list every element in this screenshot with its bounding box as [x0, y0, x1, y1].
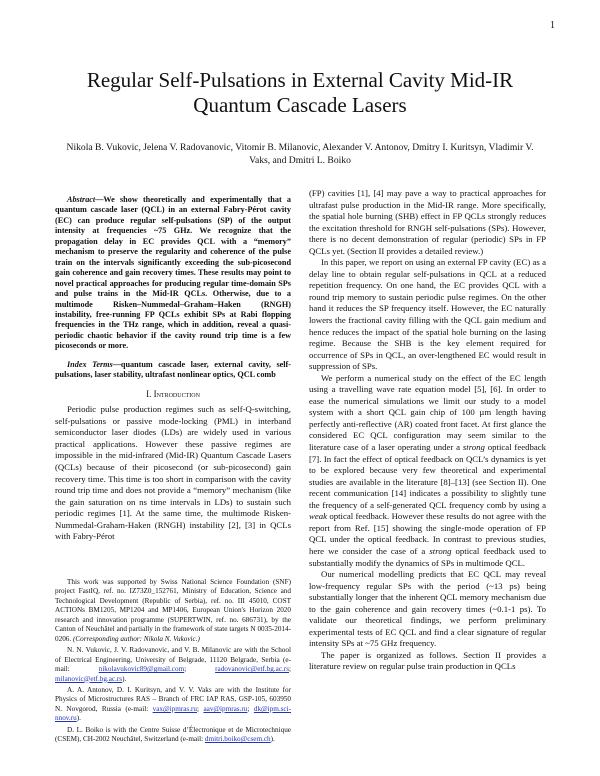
- footnote-belgrade: [55, 646, 291, 684]
- emphasis: weak: [309, 511, 327, 522]
- footnote-funding: [55, 578, 291, 644]
- text-run: optical feedback. However these results do not agree with the report from Ref. [15] showing the single-mode operation of FP QCL under the optical feedback. In contrast to previous studies, here we consider the case of a: [309, 511, 546, 556]
- footnote-novgorod: [55, 686, 291, 724]
- abstract-text: —We show theoretically and experimentally that a quantum cascade laser (QCL) in an external Fabry-Pérot cavity (EC) can produce regular self-pulsations (SP) of the output intensity at frequencies ~75 GHz. We recognize that the propagation delay in EC provides QCL with a “memory” mechanism to preserve the regularity and coherence of the pulse train on the intervals significantly exceeding the sub-picosecond gain coherence and gain recovery times. These results may point to novel practical approaches for producing regular time-domain SPs and pulse trains in the Mid-IR QCLs. Otherwise, due to a multimode Risken–Nummedal–Graham–Haken (RNGH) instability, free-running FP QCLs exhibit SPs at Rabi flopping frequencies in the THz range, which in addition, reveal a quasi-periodic chaotic behavior if the cavity round trip time is a few picoseconds or more.: [55, 195, 291, 351]
- footnote-csem: [55, 726, 291, 745]
- index-terms-label: Index Terms: [67, 359, 113, 369]
- author-list: Nikola B. Vukovic, Jelena V. Radovanovic, Vitomir B. Milanovic, Alexander V. Antonov, Dmitry I. Kuritsyn, Vladimir V. Vaks, and Dmitri L. Boiko: [66, 142, 534, 166]
- email-link[interactable]: dk@ipm.sci-nnov.ru: [55, 704, 292, 723]
- email-link[interactable]: nikolavukovic89@gmail.com: [98, 665, 185, 674]
- footnote-belgrade-text: N. N. Vukovic, J. V. Radovanovic, and V. B. Milanovic are with the School of Electrical Engineering, University of Belgrade, 11120 Belgrade, Serbia (e-mail:: [55, 646, 291, 674]
- closing: ).: [270, 735, 275, 744]
- corresponding-author: (Corresponding author: Nikola N. Vukovic.): [72, 634, 200, 643]
- separator: ;: [184, 665, 187, 674]
- email-link[interactable]: dmitri.boiko@csem.ch: [204, 735, 271, 744]
- right-paragraph-2: In this paper, we report on using an external FP cavity (EC) as a delay line to obtain regular self-pulsations in QCL at a reduced repetition frequency. On one hand, the EC provides QCL with a round trip memory to sustain periodic pulse regimes. On the other hand it reduces the SP frequency itself. However, the EC naturally lowers the fractional cavity filling with the QCL gain medium and hence reduces the impact of the spatial hole burning on the lasing regime. Because the SHB is the key element required for occurrence of SPs in QCL, an over-lengthened EC would result in suppression of SPs.: [309, 257, 546, 372]
- separator: ;: [289, 665, 291, 674]
- right-paragraph-3: [309, 373, 546, 569]
- index-terms-text: —quantum cascade laser, external cavity, self-pulsations, laser stability, ultrafast nonlinear optics, QCL comb: [55, 359, 291, 380]
- separator: ;: [196, 704, 199, 713]
- text-run: We perform a numerical study on the effect of the EC length using a travelling wave rate equation model [5], [6]. In order to ease the numerical simulations we limit our study to a model system with a short QCL gain chip of 100 µm length having perfectly anti-reflective (AR) coated front facet. At first glance the considered EC QCL configuration may seem similar to the literature case of a laser operating under a: [309, 372, 546, 453]
- section-heading-introduction: I. Introduction: [146, 388, 200, 399]
- emphasis: strong: [462, 442, 485, 453]
- email-link[interactable]: vax@ipmras.ru: [152, 704, 197, 713]
- text-run: optical feedback [7]. In fact the effect of optical feedback on QCL’s dynamics is yet to be explored because very few theoretical and experimental studies are available in the literature [8]–[13] (see Section II). One recent communication [14] indicates a possibility to slightly tune the frequency of a self-generated QCL frequency comb by using a: [309, 442, 547, 510]
- abstract-label: Abstract: [67, 195, 96, 204]
- emphasis: strong: [429, 545, 452, 556]
- email-link[interactable]: radovanovic@etf.bg.ac.rs: [215, 665, 289, 674]
- email-link[interactable]: aav@ipmras.ru: [203, 704, 248, 713]
- abstract: [55, 195, 291, 352]
- footnotes: [55, 578, 291, 747]
- footnote-funding-text: This work was supported by Swiss National Science Foundation (SNF) project FastIQ, ref. no. IZ73Z0_152761, Ministry of Education, Science and Technological Development (Republic of Serbia), ref. no. III 45010, COST ACTIONs BM1205, MP1204 and MP1406, European Union's Horizon 2020 research and innovation programme (SUPERTWIN, ref. no. 686731), by the Canton of Neuchâtel and partially in the framework of state targets N 0035-2014-0206.: [55, 578, 291, 643]
- closing: ).: [76, 714, 81, 723]
- right-paragraph-4: Our numerical modelling predicts that EC QCL may reveal low-frequency regular SPs with the period (~13 ps) being substantially longer that the inherent QCL memory mechanism due to the gain coherence and gain recovery times (~0.1-1 ps). To validate our theoretical findings, we perform preliminary experimental tests of EC QCL and find a clear signature of regular intensity SPs at ~75 GHz frequency.: [309, 569, 546, 649]
- index-terms: [55, 360, 291, 381]
- left-column: [55, 195, 291, 543]
- right-paragraph-1: (FP) cavities [1], [4] may pave a way to practical approaches for ultrafast pulse production in the Mid-IR range. More specifically, the spatial hole burning (SHB) effect in FP QCLs strongly reduces the excitation threshold for RNGH self-pulsations (SPs). However, there is no decent demonstration of regular (periodic) SPs in FP QCLs yet. (Section II provides a detailed review.): [309, 188, 546, 256]
- intro-paragraph: Periodic pulse production regimes such as self-Q-switching, self-pulsations or passive mode-locking (PML) in interband semiconductor laser diodes (LDs) are widely used in various practical applications. However these passive regimes are impossible in the mid-infrared (Mid-IR) Quantum Cascade Lasers (QCLs) because of their picosecond (or sub-picosecond) gain recovery time. This time is too short in comparison with the cavity round trip time and does not provide a “memory” mechanism (like the gain saturation on ns time intervals in LDs) to sustain such periodic regimes [1]. At the same time, the multimode Risken-Nummedal-Graham-Haken (RNGH) instability [2], [3] in QCLs with Fabry-Pérot: [55, 404, 291, 542]
- right-column: [309, 188, 546, 673]
- footnote-csem-text: D. L. Boiko is with the Centre Suisse d’Électronique et de Microtechnique (CSEM), CH-2002 Neuchâtel, Switzerland (e-mail:: [55, 725, 291, 744]
- footnote-novgorod-text: A. A. Antonov, D. I. Kuritsyn, and V. V. Vaks are with the Institute for Physics of Microstructures RAS – Branch of FRC IAP RAS, GSP-105, 603950 N. Novgorod, Russia (e-mail:: [55, 685, 291, 713]
- email-link[interactable]: milanovic@etf.bg.ac.rs: [55, 674, 123, 683]
- right-paragraph-5: The paper is organized as follows. Section II provides a literature review on regular pulse train production in QCLs: [309, 649, 546, 672]
- text-run: optical feedback used to substantially modify the dynamics of SPs in multimode QCL.: [309, 545, 547, 568]
- paper-title: Regular Self-Pulsations in External Cavity Mid-IR Quantum Cascade Lasers: [86, 68, 514, 117]
- closing: ).: [122, 674, 127, 683]
- page-number: 1: [550, 20, 555, 31]
- separator: ;: [247, 704, 250, 713]
